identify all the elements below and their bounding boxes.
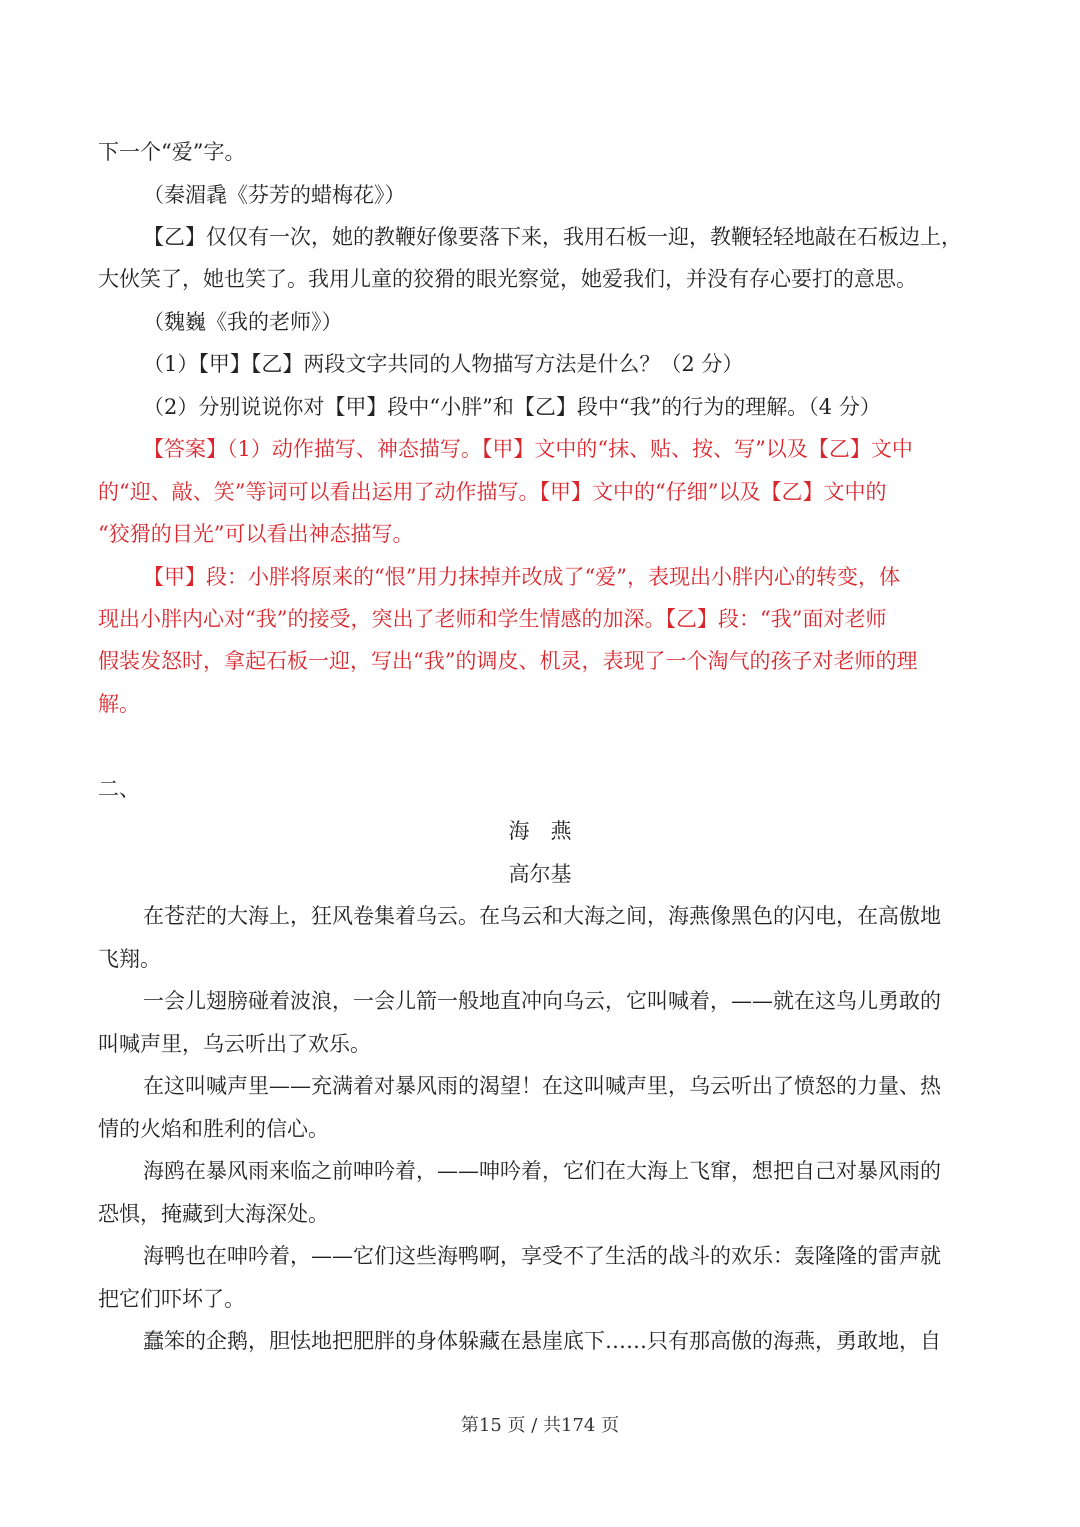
- poem-line: 恐惧，掩藏到大海深处。: [98, 1202, 329, 1226]
- poem-line: 情的火焰和胜利的信心。: [98, 1117, 329, 1141]
- answer-line: “狡猾的目光”可以看出神态描写。: [98, 522, 414, 546]
- fragment-line: 下一个“爱”字。: [98, 140, 246, 164]
- poem-line: 叫喊声里，乌云听出了欢乐。: [98, 1032, 371, 1056]
- poem-line: 把它们吓坏了。: [98, 1287, 245, 1311]
- poem-author: 高尔基: [508, 862, 572, 886]
- source-citation: （秦湄毳《芬芳的蜡梅花》）: [143, 183, 406, 207]
- poem-line: 海鸭也在呻吟着，——它们这些海鸭啊，享受不了生活的战斗的欢乐：轰隆隆的雷声就: [143, 1244, 941, 1268]
- answer-line: 假装发怒时，拿起石板一迎，写出“我”的调皮、机灵，表现了一个淘气的孩子对老师的理: [98, 649, 918, 673]
- answer-line: 【甲】段：小胖将原来的“恨”用力抹掉并改成了“爱”，表现出小胖内心的转变，体: [143, 565, 900, 589]
- poem-line: 海鸥在暴风雨来临之前呻吟着，——呻吟着，它们在大海上飞窜，想把自己对暴风雨的: [143, 1159, 941, 1183]
- passage-line: 【乙】仅仅有一次，她的教鞭好像要落下来，我用石板一迎，教鞭轻轻地敲在石板边上，: [143, 225, 962, 249]
- page-number: 第15 页 / 共174 页: [460, 1415, 620, 1436]
- answer-line: 【答案】（1）动作描写、神态描写。【甲】文中的“抹、贴、按、写”以及【乙】文中: [143, 437, 913, 461]
- poem-line: 一会儿翅膀碰着波浪，一会儿箭一般地直冲向乌云，它叫喊着，——就在这鸟儿勇敢的: [143, 989, 941, 1013]
- source-citation: （魏巍《我的老师》）: [143, 310, 343, 334]
- poem-line: 飞翔。: [98, 947, 161, 971]
- question-2: （2）分别说说你对【甲】段中“小胖”和【乙】段中“我”的行为的理解。（4 分）: [143, 395, 881, 419]
- answer-line: 解。: [98, 692, 140, 716]
- poem-line: 蠢笨的企鹅，胆怯地把肥胖的身体躲藏在悬崖底下……只有那高傲的海燕，勇敢地，自: [143, 1329, 941, 1353]
- question-1: （1）【甲】【乙】两段文字共同的人物描写方法是什么？（2 分）: [143, 352, 744, 376]
- poem-title: 海 燕: [508, 819, 572, 843]
- answer-line: 现出小胖内心对“我”的接受，突出了老师和学生情感的加深。【乙】段：“我”面对老师: [98, 607, 887, 631]
- passage-line: 大伙笑了，她也笑了。我用儿童的狡猾的眼光察觉，她爱我们，并没有存心要打的意思。: [98, 267, 917, 291]
- poem-line: 在苍茫的大海上，狂风卷集着乌云。在乌云和大海之间，海燕像黑色的闪电，在高傲地: [143, 904, 941, 928]
- section-number: 二、: [98, 777, 140, 801]
- page-footer: [0, 1412, 1080, 1440]
- answer-line: 的“迎、敲、笑”等词可以看出运用了动作描写。【甲】文中的“仔细”以及【乙】文中的: [98, 480, 887, 504]
- poem-line: 在这叫喊声里——充满着对暴风雨的渴望！在这叫喊声里，乌云听出了愤怒的力量、热: [143, 1074, 941, 1098]
